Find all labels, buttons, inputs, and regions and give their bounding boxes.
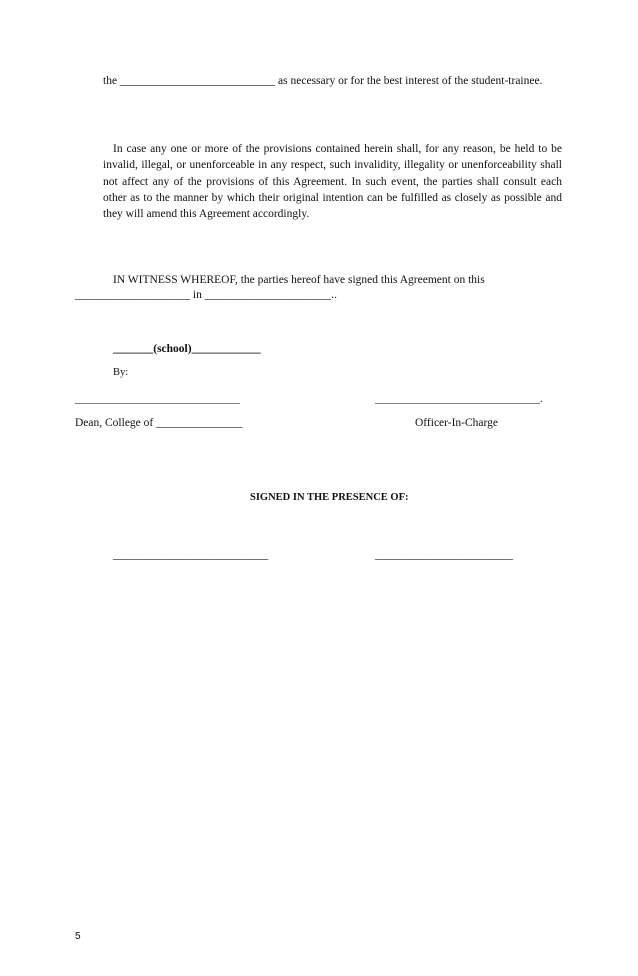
presence-heading: SIGNED IN THE PRESENCE OF: <box>250 492 409 503</box>
school-name-line: _______(school)____________ <box>113 343 261 355</box>
witness-clause <box>103 272 562 288</box>
witness-signature-line-right: ________________________ <box>375 549 513 561</box>
witness-signature-line-left: ___________________________ <box>113 549 269 561</box>
page-number: 5 <box>75 931 81 942</box>
paragraph-continuation: the ___________________________ as necessary or for the best interest of the student-trainee. <box>103 75 543 87</box>
dean-label: Dean, College of _______________ <box>75 417 243 429</box>
officer-in-charge-label: Officer-In-Charge <box>415 417 498 429</box>
signature-line-officer: _________________________________. <box>375 394 543 405</box>
paragraph-severability: In case any one or more of the provisions contained herein shall, for any reason, be held to be invalid, illegal, or unenforceable in any respect, such invalidity, illegality or unenforceability shall not affect any of the provisions of this Agreement. In such event, the parties shall consult each other as to the manner by which their original intention can be fulfilled as closely as possible and they will amend this Agreement accordingly. <box>103 143 562 221</box>
signature-line-dean: _________________________________ <box>75 394 240 405</box>
witness-clause-text: IN WITNESS WHEREOF, the parties hereof have signed this Agreement on this <box>113 274 485 286</box>
by-label: By: <box>113 367 129 378</box>
witness-date-place-line: ____________________ in ______________________.. <box>75 289 337 301</box>
